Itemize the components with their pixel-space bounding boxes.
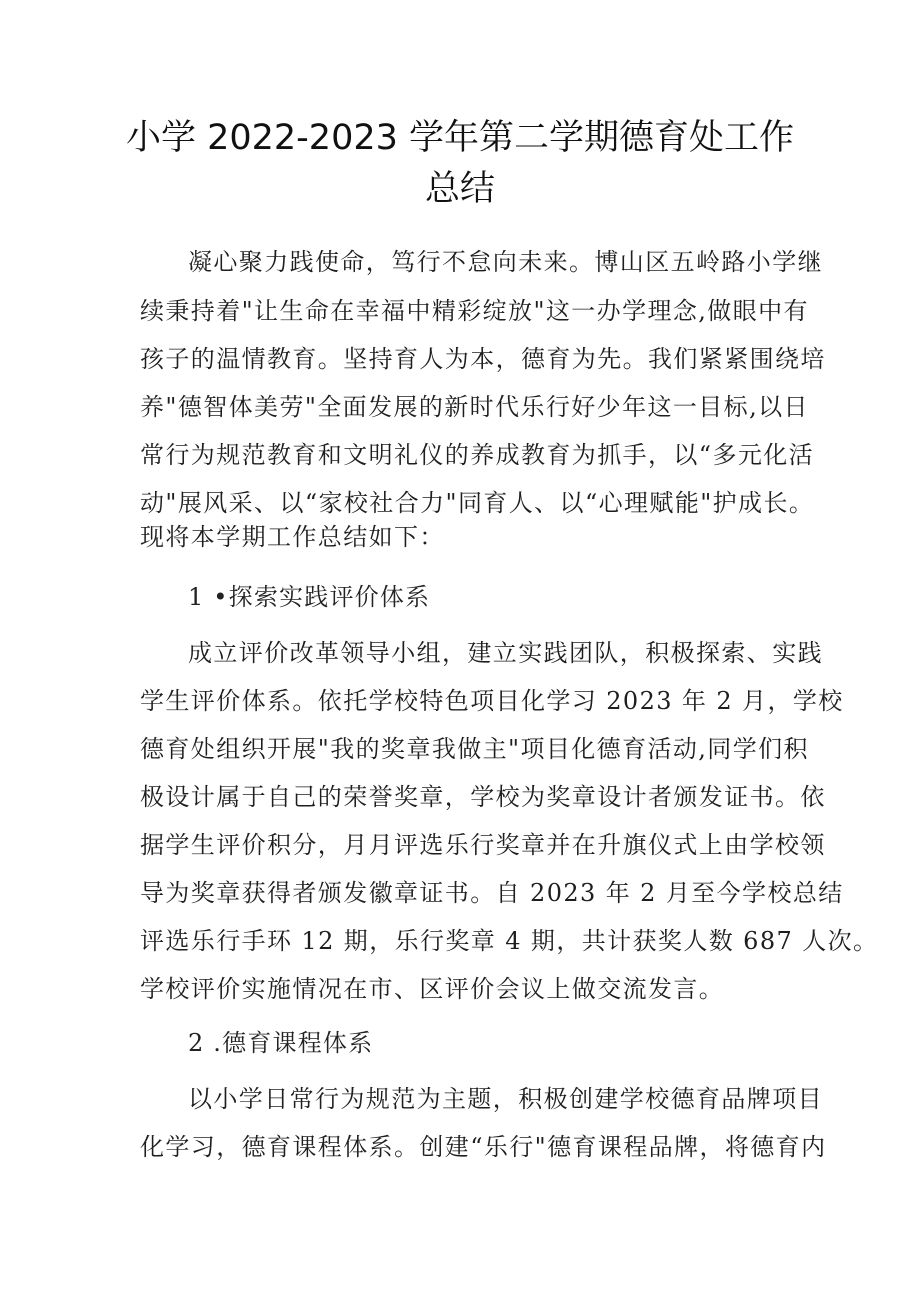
doc-title-line-1: 小学 2022-2023 学年第二学期德育处工作 bbox=[125, 118, 795, 158]
doc-title-line-2: 总结 bbox=[424, 169, 495, 209]
paragraph-line: 评选乐行手环 12 期，乐行奖章 4 期，共计获奖人数 687 人次。 bbox=[140, 927, 879, 955]
section-heading-2: 2 .德育课程体系 bbox=[188, 1029, 374, 1057]
paragraph-line: 化学习，德育课程体系。创建“乐行"德育课程品牌，将德育内 bbox=[140, 1133, 827, 1161]
paragraph-line: 以小学日常行为规范为主题，积极创建学校德育品牌项目 bbox=[188, 1085, 823, 1113]
paragraph-line: 凝心聚力践使命，笃行不怠向未来。博山区五岭路小学继 bbox=[188, 248, 823, 276]
paragraph-line: 动"展风采、以“家校社合力"同育人、以“心理赋能"护成长。 bbox=[140, 489, 815, 517]
paragraph-line: 现将本学期工作总结如下： bbox=[140, 523, 445, 551]
section-heading-1: 1 •探索实践评价体系 bbox=[188, 583, 431, 611]
paragraph-line: 学校评价实施情况在市、区评价会议上做交流发言。 bbox=[140, 975, 725, 1003]
paragraph-line: 极设计属于自己的荣誉奖章，学校为奖章设计者颁发证书。依 bbox=[140, 783, 826, 811]
paragraph-line: 孩子的温情教育。坚持育人为本，德育为先。我们紧紧围绕培 bbox=[140, 345, 826, 373]
paragraph-line: 导为奖章获得者颁发徽章证书。自 2023 年 2 月至今学校总结 bbox=[140, 879, 844, 907]
paragraph-line: 常行为规范教育和文明礼仪的养成教育为抓手，以“多元化活 bbox=[140, 441, 815, 469]
paragraph-line: 成立评价改革领导小组，建立实践团队，积极探索、实践 bbox=[188, 639, 823, 667]
paragraph-line: 学生评价体系。依托学校特色项目化学习 2023 年 2 月，学校 bbox=[140, 687, 844, 715]
paragraph-line: 续秉持着"让生命在幸福中精彩绽放"这一办学理念,做眼中有 bbox=[140, 297, 809, 325]
paragraph-line: 据学生评价积分，月月评选乐行奖章并在升旗仪式上由学校领 bbox=[140, 831, 826, 859]
paragraph-line: 养"德智体美劳"全面发展的新时代乐行好少年这一目标,以日 bbox=[140, 393, 809, 421]
paragraph-line: 德育处组织开展"我的奖章我做主"项目化德育活动,同学们积 bbox=[140, 735, 809, 763]
